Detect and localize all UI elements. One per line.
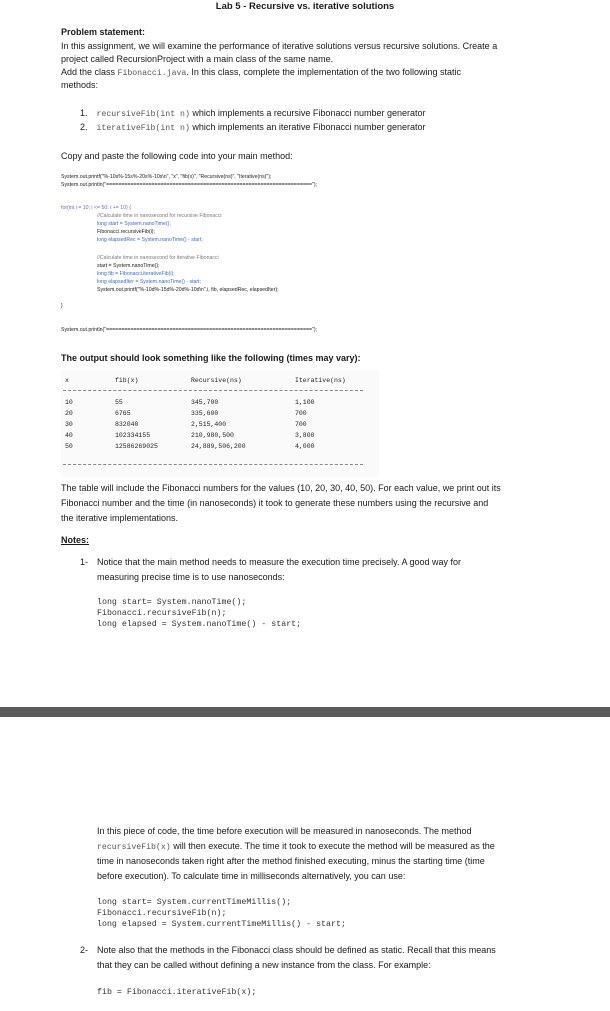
explain-nanotime-line4: before execution). To calculate time in milliseconds alternatively, you can use: (97, 871, 406, 881)
output-table: x fib(x) Recursive(ns) Iterative(ns) 10 55 345,700 1,100 20 6765 335,600 700 30 832040 2,515,400 700 40 102334155 210,980,500 3,800 50 12586269025 24,889,506,200 4,000 (61, 370, 379, 477)
list-item (80, 107, 426, 122)
code-line-start-reset: start = System.nanoTime(); (97, 263, 160, 269)
para2-text-a: Add the class (61, 67, 118, 77)
code-line-start: long start = System.nanoTime(); (97, 221, 171, 227)
code-line-close-brace: } (61, 303, 63, 309)
table-rule-top (63, 390, 363, 391)
code-line-comment-iterative: //Calculate time in nanosecond for iterative Fibonacci (97, 255, 219, 261)
code-sample-millis-3: long elapsed = System.currentTimeMillis() - start; (97, 920, 346, 929)
code-line-for-loop: for(int i = 10; i <= 50; i += 10) { (61, 205, 131, 211)
note-1-number: 1- (80, 557, 89, 567)
copy-instruction: Copy and paste the following code into your main method: (61, 151, 293, 161)
code-sample-nanotime-3: long elapsed = System.nanoTime() - start; (97, 620, 302, 629)
table-rule-bottom (63, 464, 363, 465)
page-title: Lab 5 - Recursive vs. iterative solutions (215, 1, 395, 12)
code-line-printf-row: System.out.printf("%-10d%-15d%-20d%-10d\n",i, fib, elapsedRec, elapsedIter); (97, 287, 279, 293)
explain-nanotime-line3: time in nanoseconds taken right after the method finished executing, minus the starting time (time (97, 856, 485, 866)
para2-text-b: . In this class, complete the implementation of the two following static (186, 67, 461, 77)
list-item-text: which implements a recursive Fibonacci number generator (192, 108, 426, 118)
code-sample-millis-1: long start= System.currentTimeMillis(); (97, 898, 292, 907)
code-line-recursive-call: Fibonacci.recursiveFib(i); (97, 229, 155, 235)
note-2-line2: that they can be called without defining a new instance from the class. For example: (97, 960, 431, 970)
explain-line-1: The table will include the Fibonacci numbers for the values (10, 20, 30, 40, 50). For each value, we print out its (61, 483, 501, 493)
code-line-elapsed-rec: long elapsedRec = System.nanoTime() - start; (97, 237, 203, 243)
code-sample-nanotime-1: long start= System.nanoTime(); (97, 598, 247, 607)
code-line-println: System.out.println("===================================================================="); (61, 182, 318, 188)
code-line-printf-header: System.out.printf("%-10s%-15s%-20s%-10s\n", "x", "fib(x)", "Recursive(ns)", "Iterative(ns)"); (61, 174, 272, 180)
note-1-line2: measuring precise time is to use nanoseconds: (97, 572, 285, 582)
explain-nanotime-line1: In this piece of code, the time before execution will be measured in nanoseconds. The method (97, 826, 472, 836)
notes-heading: Notes: (61, 535, 90, 545)
problem-para1-line1: In this assignment, we will examine the performance of iterative solutions versus recursive solutions. Create a (61, 41, 498, 51)
problem-para1-line2: project called RecursionProject with a main class of the same name. (61, 54, 334, 64)
code-line-comment-recursive: //Calculate time in nanosecond for recursive Fibonacci (97, 213, 222, 219)
problem-heading: Problem statement: (61, 27, 146, 37)
code-line-println-footer: System.out.println("===================================================================="); (61, 327, 318, 333)
list-item-text: which implements an iterative Fibonacci number generator (192, 122, 426, 132)
code-sample-static-call: fib = Fibonacci.iterativeFib(x); (97, 988, 257, 997)
problem-para2-line1 (61, 66, 461, 81)
code-line-fib-iterative: long fib = Fibonacci.iterativeFib(i); (97, 271, 175, 277)
inline-code-recursivefib: recursiveFib(x) (97, 843, 171, 852)
list-item-number: 1. (80, 108, 88, 118)
note-1-line1: Notice that the main method needs to measure the execution time precisely. A good way for (97, 557, 462, 567)
problem-para2-line2: methods: (61, 80, 99, 90)
explain-nanotime-line2: recursiveFib(x) will then execute. The time it took to execute the method will be measured as the (97, 841, 495, 852)
explain-line-3: the iterative implementations. (61, 513, 179, 523)
list-item-number: 2. (80, 122, 88, 132)
page-separator (0, 707, 610, 717)
col-header-iterative: Iterative(ns) (295, 377, 346, 384)
note-2-line1: Note also that the methods in the Fibonacci class should be defined as static. Recall that this means (97, 945, 496, 955)
list-item-code: recursiveFib(int n) (96, 110, 190, 119)
col-header-recursive: Recursive(ns) (191, 377, 242, 384)
output-heading: The output should look something like the following (times may vary): (61, 353, 361, 363)
list-item (80, 121, 426, 136)
para2-class-code: Fibonacci.java (117, 69, 187, 78)
col-header-fib: fib(x) (115, 377, 139, 384)
col-header-x: x (65, 377, 69, 384)
code-line-elapsed-iter: long elapsedIter = System.nanoTime() - start; (97, 279, 202, 285)
code-sample-millis-2: Fibonacci.recursiveFib(n); (97, 909, 227, 918)
note-2-number: 2- (80, 945, 89, 955)
list-item-code: iterativeFib(int n) (96, 124, 190, 133)
document-page-2 (0, 717, 610, 1011)
explain-line-2: Fibonacci number and the time (in nanoseconds) it took to generate these numbers using the recursive and (61, 498, 489, 508)
code-sample-nanotime-2: Fibonacci.recursiveFib(n); (97, 609, 227, 618)
